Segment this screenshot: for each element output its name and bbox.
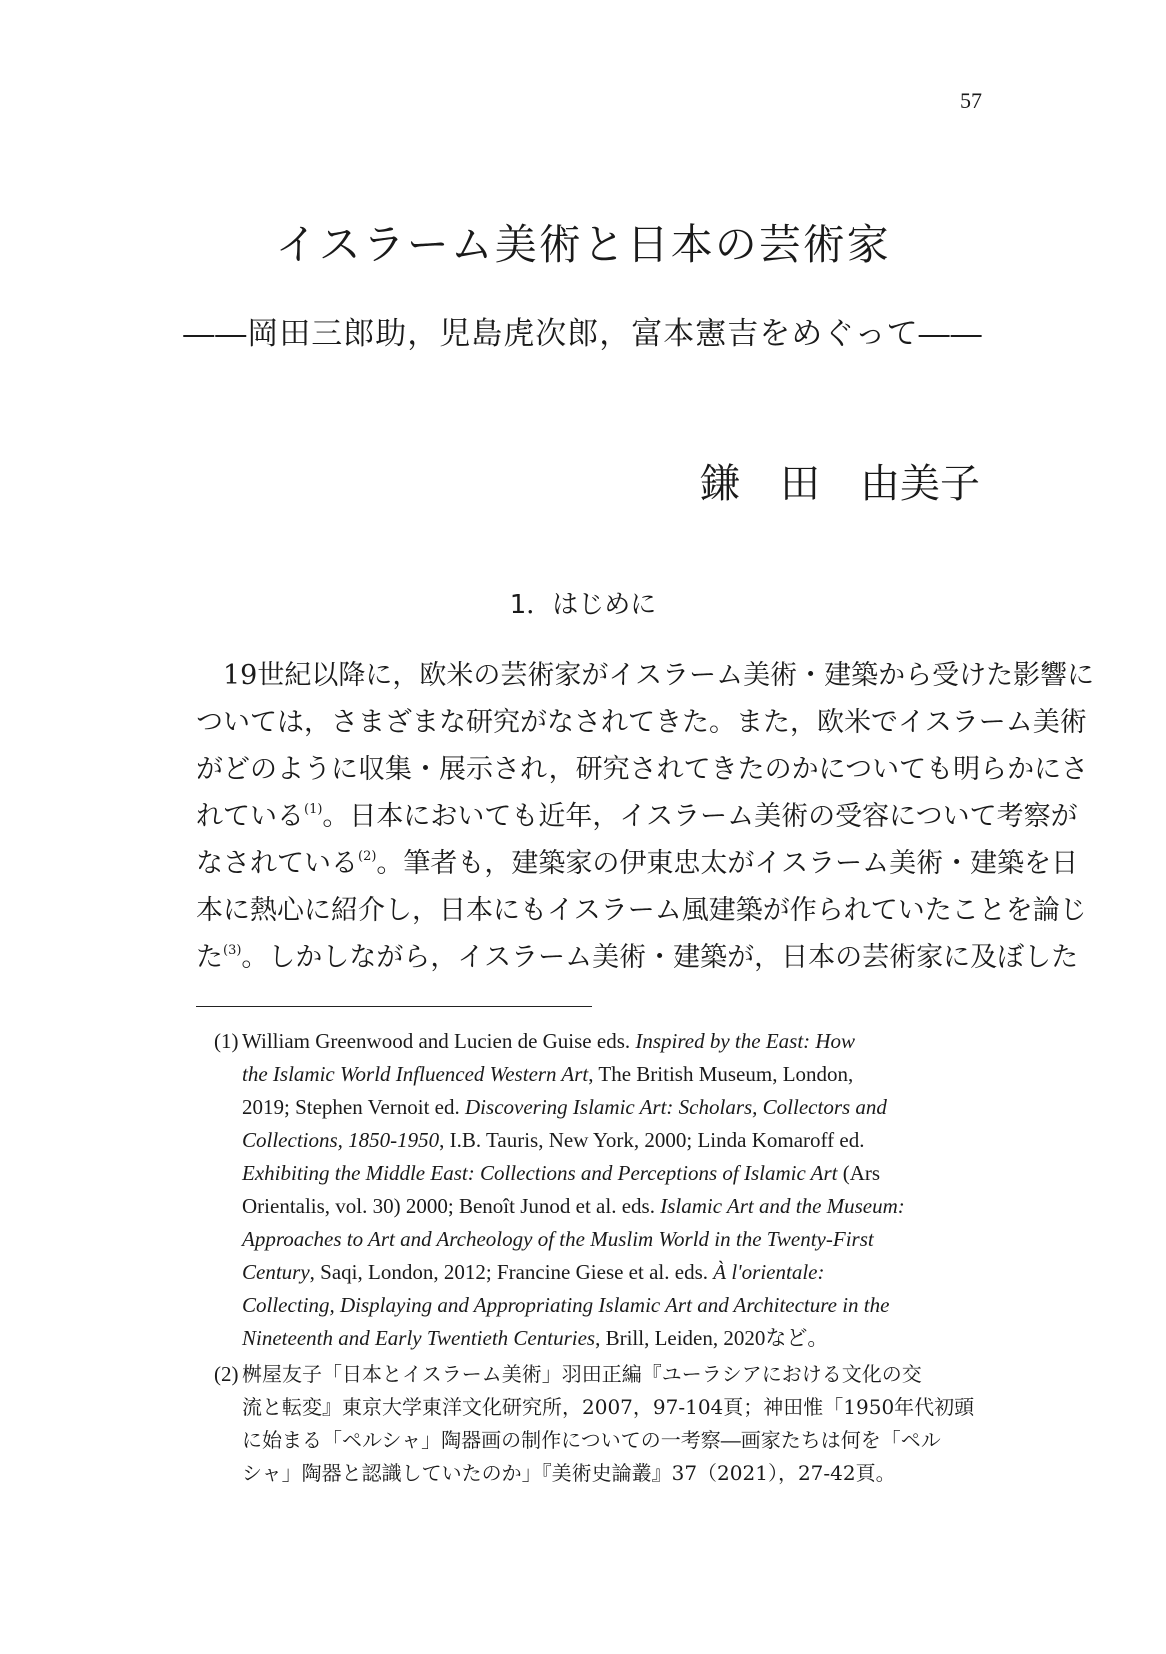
- footnote-line: [242, 1322, 1016, 1355]
- footnote-line: [242, 1358, 1016, 1391]
- footnote-text: (Ars: [837, 1161, 881, 1185]
- footnote-text: , The British Museum, London,: [588, 1062, 854, 1086]
- citation-title: Collecting, Displaying and Appropriating Islamic Art and Architecture in the: [242, 1293, 890, 1317]
- footnote-number: (1): [214, 1029, 239, 1053]
- footnote-1: [196, 1025, 1016, 1355]
- footnote-text: , I.B. Tauris, New York, 2000; Linda Komaroff ed.: [439, 1128, 865, 1152]
- footnote-line: [242, 1124, 1016, 1157]
- body-line: 19世紀以降に，欧米の芸術家がイスラーム美術・建築から受けた影響に: [223, 660, 1095, 691]
- footnote-line: [242, 1157, 1016, 1190]
- footnote-ref-1[interactable]: (1): [304, 802, 323, 817]
- footnote-divider: [196, 1006, 592, 1007]
- citation-title: Inspired by the East: How: [635, 1029, 856, 1053]
- body-line: ついては，さまざまな研究がなされてきた。また，欧米でイスラーム美術: [196, 707, 1087, 738]
- citation-title: Nineteenth and Early Twentieth Centuries: [242, 1326, 596, 1350]
- footnote-text: , Brill, Leiden, 2020など。: [595, 1326, 829, 1350]
- citation-title: Collections, 1850-1950: [242, 1128, 440, 1152]
- footnote-text: , Saqi, London, 2012; Francine Giese et al. eds.: [309, 1260, 714, 1284]
- citation-title: Islamic Art and the Museum:: [660, 1194, 905, 1218]
- footnote-line: [242, 1424, 1016, 1457]
- footnote-ref-2[interactable]: (2): [358, 849, 377, 864]
- footnote-line: [242, 1289, 1016, 1322]
- footnote-line: [242, 1091, 1016, 1124]
- footnote-2: [196, 1358, 1016, 1490]
- footnote-line: [242, 1223, 1016, 1256]
- author-name: 鎌 田 由美子: [700, 461, 980, 507]
- footnote-line: [242, 1025, 1016, 1058]
- footnote-number: (2): [214, 1362, 239, 1386]
- citation-title: Century: [242, 1260, 310, 1284]
- body-line: れている$^{(1)}$。日本においても近年，イスラーム美術の受容について考察が: [196, 801, 1078, 832]
- footnote-text: に始まる「ペルシャ」陶器画の制作についての一考察―画家たちは何を「ペル: [242, 1428, 941, 1452]
- footnote-line: [242, 1391, 1016, 1424]
- article-subtitle: ――岡田三郎助，児島虎次郎，富本憲吉をめぐって――: [183, 316, 983, 352]
- footnote-line: [242, 1190, 1016, 1223]
- footnote-line: [242, 1058, 1016, 1091]
- footnote-text: 桝屋友子「日本とイスラーム美術」羽田正編『ユーラシアにおける文化の交: [242, 1362, 922, 1386]
- page-number: 57: [960, 88, 982, 113]
- footnote-body: [242, 1025, 1016, 1355]
- footnote-text: Orientalis, vol. 30) 2000; Benoît Junod et al. eds.: [242, 1194, 661, 1218]
- footnote-text: シャ」陶器と認識していたのか」『美術史論叢』37（2021），27-42頁。: [242, 1461, 896, 1485]
- body-line: がどのように収集・展示され，研究されてきたのかについても明らかにさ: [196, 754, 1089, 785]
- footnote-text: 2019; Stephen Vernoit ed.: [242, 1095, 466, 1119]
- citation-title: Discovering Islamic Art: Scholars, Collectors and: [465, 1095, 887, 1119]
- footnote-line: [242, 1457, 1016, 1490]
- body-paragraph: [196, 652, 1095, 981]
- footnote-text: William Greenwood and Lucien de Guise eds.: [242, 1029, 636, 1053]
- section-heading: 1．はじめに: [509, 590, 657, 620]
- body-line: た$^{(3)}$。しかしながら，イスラーム美術・建築が，日本の芸術家に及ぼした: [196, 942, 1079, 973]
- citation-title: the Islamic World Influenced Western Art: [242, 1062, 589, 1086]
- body-line: なされている$^{(2)}$。筆者も，建築家の伊東忠太がイスラーム美術・建築を日: [196, 848, 1079, 879]
- footnote-line: [242, 1256, 1016, 1289]
- citation-title: À l'orientale:: [713, 1260, 825, 1284]
- footnote-text: 流と転変』東京大学東洋文化研究所，2007，97-104頁；神田惟「1950年代初頭: [242, 1395, 975, 1419]
- citation-title: Approaches to Art and Archeology of the Muslim World in the Twenty-First: [242, 1227, 874, 1251]
- footnote-body: [242, 1358, 1016, 1490]
- body-line: 本に熱心に紹介し，日本にもイスラーム風建築が作られていたことを論じ: [196, 895, 1087, 926]
- citation-title: Exhibiting the Middle East: Collections and Perceptions of Islamic Art: [242, 1161, 838, 1185]
- footnote-ref-3[interactable]: (3): [223, 943, 242, 958]
- article-title: イスラーム美術と日本の芸術家: [275, 220, 891, 269]
